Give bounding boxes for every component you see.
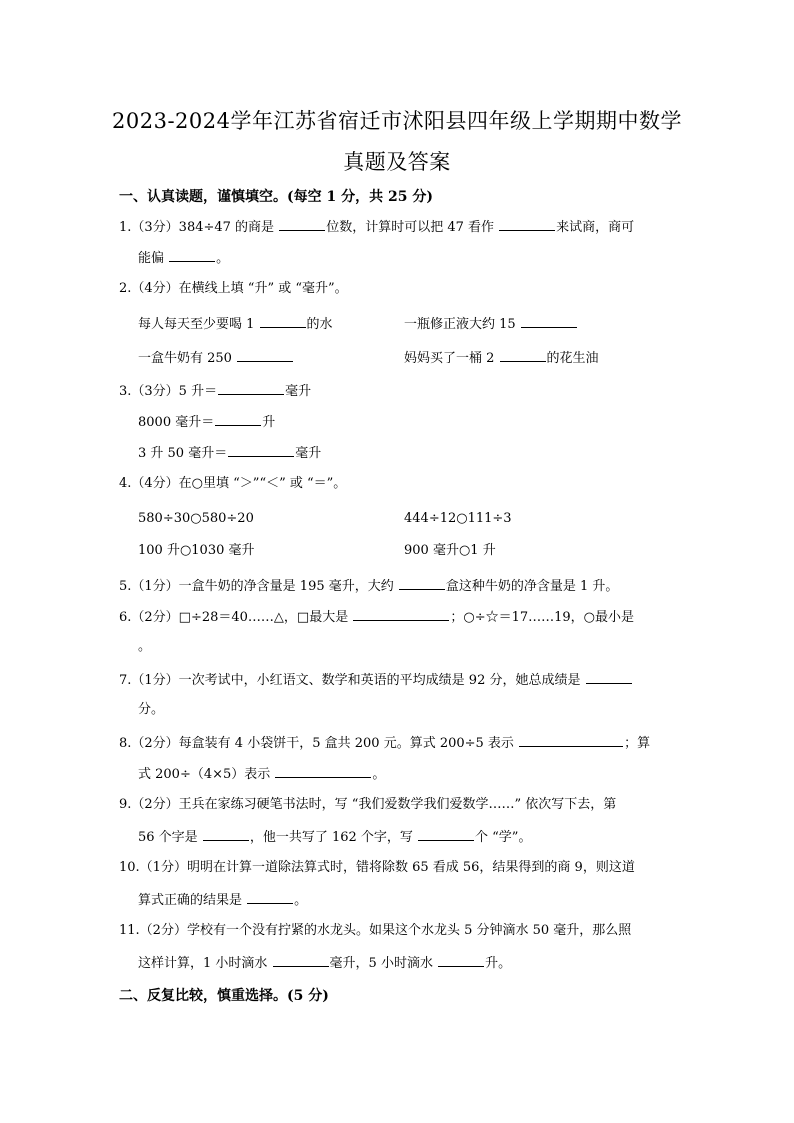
question-9-line-1: 9.（2分）王兵在家练习硬笔书法时，写 “我们爱数学我们爱数学……” 依次写下去，第 bbox=[119, 797, 617, 812]
question-2-stem: 2.（4分）在横线上填 “升” 或 “毫升”。 bbox=[119, 281, 348, 296]
question-2-d: 妈妈买了一桶 2 的花生油 bbox=[404, 348, 599, 368]
answer-blank[interactable] bbox=[203, 827, 249, 841]
answer-blank[interactable] bbox=[586, 670, 632, 684]
question-2-a: 每人每天至少要喝 1 的水 bbox=[138, 314, 333, 334]
answer-blank[interactable] bbox=[218, 381, 284, 395]
question-3-c: 3 升 50 毫升＝ 毫升 bbox=[138, 443, 321, 463]
question-4-stem: 4.（4分）在○里填 “＞”“＜” 或 “＝”。 bbox=[119, 476, 347, 491]
question-7-line-1: 7.（1分）一次考试中，小红语文、数学和英语的平均成绩是 92 分，她总成绩是 bbox=[119, 670, 633, 690]
question-5: 5.（1分）一盒牛奶的净含量是 195 毫升，大约 盒这种牛奶的净含量是 1 升。 bbox=[119, 576, 618, 596]
answer-blank[interactable] bbox=[169, 248, 215, 262]
answer-blank[interactable] bbox=[279, 217, 325, 231]
answer-blank[interactable] bbox=[521, 314, 577, 328]
question-2-b: 一瓶修正液大约 15 bbox=[404, 314, 578, 334]
answer-blank[interactable] bbox=[418, 827, 474, 841]
answer-blank[interactable] bbox=[399, 576, 445, 590]
answer-blank[interactable] bbox=[228, 443, 294, 457]
question-10-line-2: 算式正确的结果是 。 bbox=[138, 890, 307, 910]
question-8-line-2: 式 200÷（4×5）表示 。 bbox=[138, 764, 385, 784]
question-6-line-2: 。 bbox=[138, 639, 152, 654]
answer-blank[interactable] bbox=[237, 348, 293, 362]
question-2-c: 一盒牛奶有 250 bbox=[138, 348, 294, 368]
question-4-d: 900 毫升○1 升 bbox=[404, 543, 496, 558]
answer-blank[interactable] bbox=[260, 314, 306, 328]
question-1-line-1: 1.（3分）384÷47 的商是 位数，计算时可以把 47 看作 来试商，商可 bbox=[119, 217, 634, 237]
title-line-1: 2023-2024学年江苏省宿迁市沭阳县四年级上学期期中数学 bbox=[112, 109, 682, 133]
answer-blank[interactable] bbox=[275, 764, 371, 778]
question-7-line-2: 分。 bbox=[138, 702, 165, 717]
question-4-c: 100 升○1030 毫升 bbox=[138, 543, 255, 558]
question-6-line-1: 6.（2分）□÷28＝40……△，□最大是 ；○÷☆＝17……19，○最小是 bbox=[119, 607, 634, 627]
question-8-line-1: 8.（2分）每盒装有 4 小袋饼干，5 盒共 200 元。算式 200÷5 表示 ；算 bbox=[119, 733, 650, 753]
answer-blank[interactable] bbox=[519, 733, 623, 747]
question-11-line-1: 11.（2分）学校有一个没有拧紧的水龙头。如果这个水龙头 5 分钟滴水 50 毫升，那么照 bbox=[119, 923, 632, 938]
question-4-a: 580÷30○580÷20 bbox=[138, 511, 254, 526]
section-1-heading: 一、认真读题，谨慎填空。(每空 1 分，共 25 分) bbox=[119, 189, 433, 205]
question-11-line-2: 这样计算，1 小时滴水 毫升，5 小时滴水 升。 bbox=[138, 953, 511, 973]
question-3-b: 8000 毫升＝ 升 bbox=[138, 412, 275, 432]
answer-blank[interactable] bbox=[247, 890, 293, 904]
question-9-line-2: 56 个字是 ，他一共写了 162 个字，写 个 “学”。 bbox=[138, 827, 531, 847]
answer-blank[interactable] bbox=[353, 607, 449, 621]
question-10-line-1: 10.（1分）明明在计算一道除法算式时，错将除数 65 看成 56，结果得到的商 9，则这道 bbox=[119, 860, 635, 875]
question-3-a: 3.（3分）5 升＝ 毫升 bbox=[119, 381, 311, 401]
question-4-b: 444÷12○111÷3 bbox=[404, 511, 512, 526]
answer-blank[interactable] bbox=[499, 217, 555, 231]
answer-blank[interactable] bbox=[215, 412, 261, 426]
title-line-2: 真题及答案 bbox=[343, 150, 451, 174]
answer-blank[interactable] bbox=[500, 348, 546, 362]
section-2-heading: 二、反复比较，慎重选择。(5 分) bbox=[119, 988, 329, 1004]
question-1-line-2: 能偏 。 bbox=[138, 248, 229, 268]
answer-blank[interactable] bbox=[438, 953, 484, 967]
answer-blank[interactable] bbox=[273, 953, 329, 967]
